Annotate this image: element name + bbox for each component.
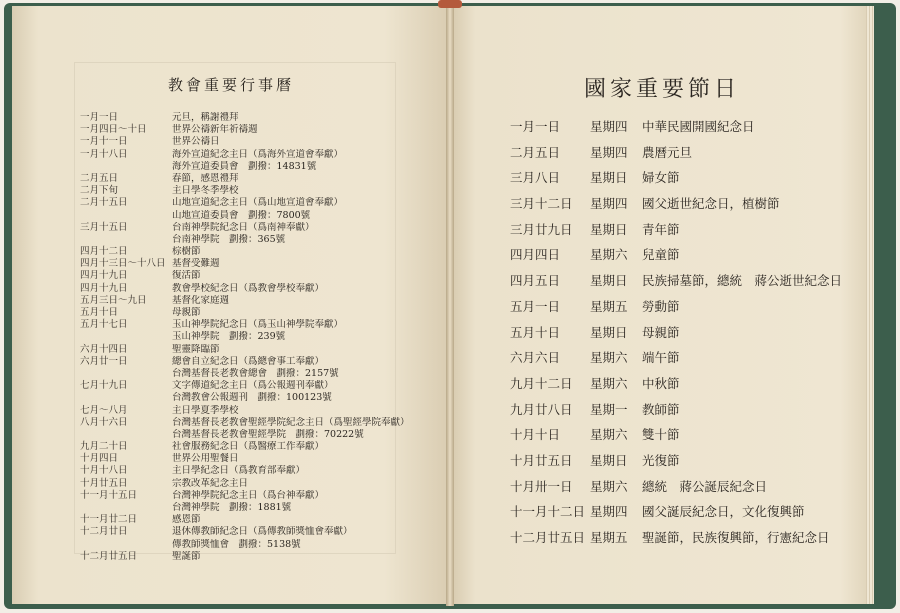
church-calendar-event: 主日學紀念日（爲教育部奉獻）: [172, 465, 306, 477]
holiday-date: 三月八日: [510, 170, 561, 186]
holiday-date: 六月六日: [510, 350, 561, 366]
church-calendar-event: 主日學夏季學校: [172, 404, 239, 416]
church-calendar-date: 八月十六日: [80, 416, 128, 428]
church-calendar-event: 玉山神學院 劃撥：239號: [172, 331, 286, 343]
holiday-weekday: 星期日: [590, 221, 628, 237]
church-calendar-event: 總會自立紀念日（爲總會事工奉獻）: [172, 355, 325, 367]
church-calendar-row: [80, 210, 420, 222]
holiday-row: [510, 268, 860, 294]
church-calendar-event: 世界公禱新年祈禱週: [172, 124, 258, 136]
church-calendar-event: 文字傳道紀念主日（爲公報週刊奉獻）: [172, 380, 334, 392]
church-calendar-row: [80, 441, 420, 453]
holiday-name: 端午節: [642, 350, 680, 366]
church-calendar-date: 十月四日: [80, 453, 119, 465]
church-calendar-event: 台灣基督長老教會聖經學院紀念主日（爲聖經學院奉獻）: [172, 416, 410, 428]
holiday-name: 雙十節: [642, 427, 680, 443]
holiday-date: 三月廿九日: [510, 221, 573, 237]
church-calendar-row: [80, 185, 420, 197]
holiday-date: 十二月廿五日: [510, 530, 586, 545]
church-calendar-row: [80, 234, 420, 246]
church-calendar-row: [80, 161, 420, 173]
church-calendar-row: [80, 526, 420, 538]
church-calendar-event: 宗教改革紀念主日: [172, 477, 249, 489]
holiday-name: 農曆元旦: [642, 144, 693, 160]
right-page: [450, 6, 874, 604]
holiday-weekday: 星期四: [590, 119, 628, 134]
church-calendar-event: 海外宣道委員會 劃撥：14831號: [172, 160, 317, 172]
holiday-name: 國父逝世紀念日，植樹節: [642, 196, 780, 212]
church-calendar-row: [80, 319, 420, 331]
church-calendar-date: 一月十一日: [80, 136, 128, 148]
church-calendar-event: 台灣教會公報週刊 劃撥：100123號: [172, 392, 332, 404]
church-calendar-date: [80, 539, 172, 551]
holiday-row: [510, 499, 860, 525]
church-calendar-date: [80, 161, 172, 173]
holiday-weekday: 星期六: [590, 375, 628, 391]
holiday-name: 兒童節: [642, 247, 680, 263]
church-calendar-event: 退休傳教師紀念日（爲傳教師獎恤會奉獻）: [172, 526, 353, 538]
left-page: [12, 6, 450, 604]
holiday-weekday: 星期六: [590, 427, 628, 443]
church-calendar-row: [80, 514, 420, 526]
church-calendar-event: 山地宣道紀念主日（爲山地宣道會奉獻）: [172, 197, 344, 209]
church-calendar-date: 一月一日: [80, 112, 119, 123]
left-page-title: 教會重要行事曆: [167, 76, 294, 94]
holiday-weekday: 星期四: [590, 144, 628, 160]
church-calendar-date: 六月十四日: [80, 343, 128, 355]
church-calendar-row: [80, 283, 420, 295]
holiday-row: [510, 345, 860, 371]
church-calendar-date: 十二月廿日: [80, 526, 128, 538]
church-calendar-date: [80, 368, 172, 380]
national-holidays-list: [510, 114, 860, 551]
holiday-weekday: 星期日: [590, 452, 628, 468]
church-calendar-date: 四月十三日～十八日: [80, 258, 166, 270]
church-calendar-event: 感恩節: [172, 514, 201, 526]
holiday-name: 勞動節: [642, 298, 680, 314]
holiday-date: 十月十日: [510, 427, 561, 443]
holiday-weekday: 星期五: [590, 298, 628, 314]
holiday-weekday: 星期四: [590, 504, 628, 520]
church-calendar-date: 十一月廿二日: [80, 514, 138, 526]
holiday-row: [510, 114, 860, 140]
church-calendar-event: 主日學冬季學校: [172, 185, 239, 197]
church-calendar-row: [80, 270, 420, 282]
church-calendar-event: 傳教師獎恤會 劃撥：5138號: [172, 538, 301, 550]
church-calendar-row: [80, 258, 420, 270]
church-calendar-row: [80, 417, 420, 429]
holiday-date: 十月卅一日: [510, 478, 573, 494]
holiday-name: 國父誕辰紀念日，文化復興節: [642, 504, 805, 520]
church-calendar-row: [80, 478, 420, 490]
church-calendar-date: 四月十二日: [80, 246, 128, 258]
holiday-row: [510, 448, 860, 474]
holiday-date: 九月廿八日: [510, 401, 573, 417]
holiday-name: 總統 蔣公誕辰紀念日: [642, 478, 768, 494]
church-calendar-event: 元旦，稱謝禮拜: [172, 112, 239, 123]
holiday-date: 十月廿五日: [510, 452, 573, 468]
church-calendar-row: [80, 307, 420, 319]
holiday-name: 聖誕節，民族復興節，行憲紀念日: [642, 530, 830, 545]
church-calendar-row: [80, 331, 420, 343]
church-calendar-row: [80, 197, 420, 209]
church-calendar-date: [80, 210, 172, 222]
church-calendar-date: 一月四日～十日: [80, 124, 147, 136]
right-page-title: 國家重要節日: [583, 77, 740, 102]
church-calendar-date: 二月十五日: [80, 197, 128, 209]
church-calendar-list: [80, 112, 420, 563]
church-calendar-event: 基督受難週: [172, 258, 220, 270]
church-calendar-date: [80, 331, 172, 343]
page-edge: [866, 6, 874, 604]
church-calendar-row: [80, 539, 420, 551]
church-calendar-event: 台灣基督長老教會總會 劃撥：2157號: [172, 367, 339, 379]
holiday-date: 四月五日: [510, 273, 561, 289]
holiday-date: 二月五日: [510, 144, 561, 160]
holiday-date: 一月一日: [510, 119, 561, 134]
church-calendar-row: [80, 502, 420, 514]
holiday-row: [510, 422, 860, 448]
church-calendar-event: 世界公禱日: [172, 136, 220, 148]
church-calendar-row: [80, 551, 420, 563]
holiday-row: [510, 397, 860, 423]
church-calendar-event: 玉山神學院紀念日（爲玉山神學院奉獻）: [172, 319, 344, 331]
church-calendar-row: [80, 405, 420, 417]
church-calendar-row: [80, 356, 420, 368]
church-calendar-row: [80, 124, 420, 136]
holiday-row: [510, 140, 860, 166]
holiday-row: [510, 474, 860, 500]
holiday-date: 四月四日: [510, 247, 561, 263]
church-calendar-date: [80, 429, 172, 441]
holiday-row: [510, 165, 860, 191]
holiday-name: 母親節: [642, 324, 680, 340]
church-calendar-date: 三月十五日: [80, 221, 128, 233]
holiday-name: 民族掃墓節，總統 蔣公逝世紀念日: [642, 273, 843, 289]
church-calendar-row: [80, 465, 420, 477]
church-calendar-event: 台灣神學院 劃撥：1881號: [172, 502, 292, 513]
binding-thread: [438, 0, 462, 8]
holiday-date: 三月十二日: [510, 196, 573, 212]
church-calendar-row: [80, 136, 420, 148]
holiday-weekday: 星期一: [590, 401, 628, 417]
church-calendar-date: 九月二十日: [80, 441, 128, 453]
church-calendar-event: 台南神學院紀念日（爲南神奉獻）: [172, 221, 315, 233]
book-gutter: [446, 4, 454, 606]
church-calendar-row: [80, 453, 420, 465]
church-calendar-row: [80, 344, 420, 356]
church-calendar-event: 社會服務紀念日（爲醫療工作奉獻）: [172, 441, 325, 453]
church-calendar-row: [80, 295, 420, 307]
church-calendar-row: [80, 392, 420, 404]
holiday-weekday: 星期六: [590, 478, 628, 494]
church-calendar-event: 世界公用聖餐日: [172, 453, 239, 465]
church-calendar-date: 五月三日～九日: [80, 294, 147, 306]
church-calendar-row: [80, 112, 420, 124]
church-calendar-date: [80, 234, 172, 246]
holiday-row: [510, 371, 860, 397]
church-calendar-event: 海外宣道紀念主日（爲海外宣道會奉獻）: [172, 148, 344, 160]
holiday-row: [510, 217, 860, 243]
church-calendar-date: 五月十七日: [80, 319, 128, 331]
holiday-weekday: 星期六: [590, 350, 628, 366]
holiday-name: 光復節: [642, 452, 680, 468]
holiday-name: 青年節: [642, 221, 680, 237]
church-calendar-date: 十月廿五日: [80, 477, 128, 489]
holiday-date: 五月十日: [510, 324, 561, 340]
church-calendar-row: [80, 222, 420, 234]
church-calendar-date: 一月十八日: [80, 148, 128, 160]
holiday-date: 十一月十二日: [510, 504, 586, 520]
holiday-weekday: 星期四: [590, 196, 628, 212]
holiday-name: 教師節: [642, 401, 680, 417]
holiday-row: [510, 191, 860, 217]
holiday-row: [510, 242, 860, 268]
church-calendar-date: 十月十八日: [80, 465, 128, 477]
church-calendar-row: [80, 173, 420, 185]
church-calendar-date: 六月廿一日: [80, 355, 128, 367]
church-calendar-date: 十一月十五日: [80, 489, 138, 501]
church-calendar-event: 台南神學院 劃撥：365號: [172, 233, 286, 245]
church-calendar-event: 春節，感恩禮拜: [172, 172, 239, 184]
church-calendar-event: 台灣基督長老教會聖經學院 劃撥：70222號: [172, 428, 364, 440]
holiday-row: [510, 294, 860, 320]
holiday-weekday: 星期日: [590, 170, 628, 186]
church-calendar-event: 山地宣道委員會 劃撥：7800號: [172, 209, 311, 221]
church-calendar-date: 七月十九日: [80, 380, 128, 392]
church-calendar-date: 四月十九日: [80, 270, 128, 282]
holiday-weekday: 星期六: [590, 247, 628, 263]
church-calendar-date: 四月十九日: [80, 282, 128, 294]
holiday-name: 婦女節: [642, 170, 680, 186]
church-calendar-date: 五月十日: [80, 307, 119, 318]
church-calendar-row: [80, 246, 420, 258]
church-calendar-date: [80, 502, 172, 514]
church-calendar-row: [80, 380, 420, 392]
church-calendar-row: [80, 429, 420, 441]
church-calendar-date: [80, 392, 172, 404]
church-calendar-row: [80, 149, 420, 161]
church-calendar-event: 聖靈降臨節: [172, 343, 220, 355]
holiday-date: 九月十二日: [510, 375, 573, 391]
holiday-name: 中華民國開國紀念日: [642, 119, 755, 134]
holiday-weekday: 星期五: [590, 530, 628, 545]
church-calendar-event: 台灣神學院紀念主日（爲台神奉獻）: [172, 489, 325, 501]
holiday-row: [510, 525, 860, 551]
holiday-name: 中秋節: [642, 375, 680, 391]
church-calendar-date: 七月～八月: [80, 404, 128, 416]
church-calendar-event: 母親節: [172, 307, 201, 318]
church-calendar-event: 教會學校紀念日（爲教會學校奉獻）: [172, 282, 325, 294]
church-calendar-row: [80, 368, 420, 380]
church-calendar-event: 棕樹節: [172, 246, 201, 258]
church-calendar-date: 二月五日: [80, 172, 119, 184]
holiday-date: 五月一日: [510, 298, 561, 314]
holiday-row: [510, 320, 860, 346]
church-calendar-date: 十二月廿五日: [80, 550, 138, 562]
church-calendar-date: 二月下旬: [80, 185, 119, 197]
church-calendar-event: 復活節: [172, 270, 201, 282]
church-calendar-event: 聖誕節: [172, 550, 201, 562]
church-calendar-event: 基督化家庭週: [172, 294, 230, 306]
holiday-weekday: 星期日: [590, 324, 628, 340]
holiday-weekday: 星期日: [590, 273, 628, 289]
church-calendar-row: [80, 490, 420, 502]
